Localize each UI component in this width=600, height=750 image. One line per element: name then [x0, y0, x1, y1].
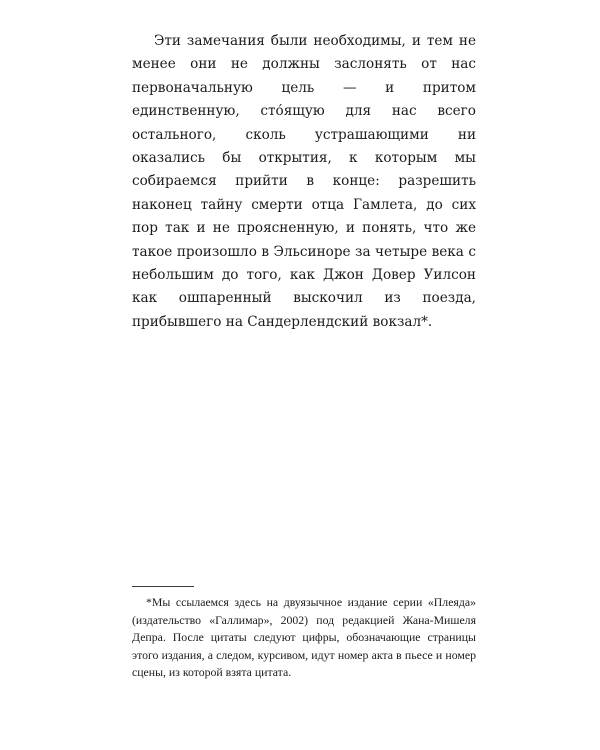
footnote-separator	[132, 586, 194, 587]
footnote: *Мы ссылаемся здесь на двуязычное издание серии «Плеяда» (издательство «Галлимар», 2002) под редакцией Жана-Мишеля Депра. После цитаты следуют цифры, обозначающие страницы этого издания, а следом, курсивом, идут номер акта в пьесе и номер сцены, из которой взята цитата.	[132, 595, 476, 680]
body-paragraph: Эти замечания были необходимы, и тем не менее они не должны заслонять от нас первоначальную цель — и притом единственную, сто́ящую для нас всего остального, сколь устрашающими ни оказались бы открытия, к которым мы собираемся прийти в конце: разрешить наконец тайну смерти отца Гамлета, до сих пор так и не проясненную, и понять, что же такое произошло в Эльсиноре за четыре века с небольшим до того, как Джон Довер Уилсон как ошпаренный выскочил из поезда, прибывшего на Сандерлендский вокзал*.	[132, 33, 476, 330]
